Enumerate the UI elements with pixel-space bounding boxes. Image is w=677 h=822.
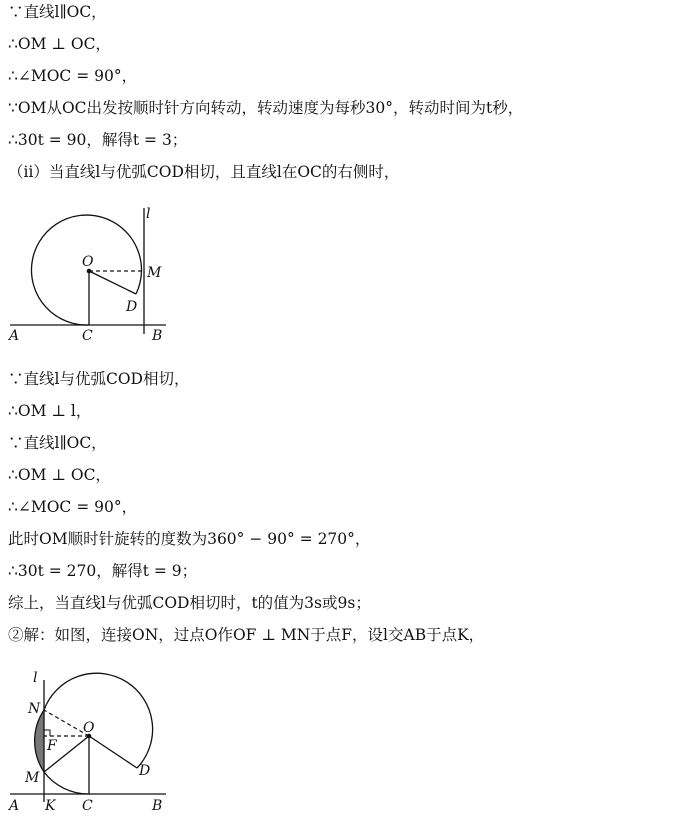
- right-angle-mark: [44, 730, 50, 736]
- arc-mc: [44, 772, 89, 794]
- segment-od: [89, 271, 136, 294]
- solution-line-15: ②解：如图，连接ON，过点O作OF ⊥ MN于点F，设l交AB于点K，: [8, 626, 485, 644]
- solution-line-14: 综上，当直线l与优弧COD相切时，t的值为3s或9s；: [8, 594, 371, 612]
- label-o: O: [82, 254, 94, 270]
- label-c: C: [82, 328, 93, 344]
- label-a: A: [9, 328, 20, 344]
- solution-line-3: ∴∠MOC = 90°，: [8, 67, 138, 85]
- label-l: l: [146, 206, 151, 222]
- segment-od: [89, 736, 137, 768]
- label-b: B: [152, 798, 163, 814]
- label-n: N: [28, 701, 41, 717]
- label-o: O: [83, 720, 95, 736]
- major-arc-cod: [31, 215, 141, 325]
- label-c: C: [82, 798, 93, 814]
- solution-line-4: ∵OM从OC出发按顺时针方向转动，转动速度为每秒30°，转动时间为t秒，: [8, 99, 524, 117]
- solution-line-6: （ⅱ）当直线l与优弧COD相切，且直线l在OC的右侧时，: [8, 163, 400, 181]
- solution-line-9: ∵直线l∥OC，: [8, 434, 107, 452]
- label-l: l: [33, 670, 38, 686]
- solution-line-12: 此时OM顺时针旋转的度数为360° − 90° = 270°，: [8, 530, 371, 548]
- solution-line-11: ∴∠MOC = 90°，: [8, 498, 138, 516]
- figure-1-diagram: [0, 196, 200, 346]
- solution-line-2: ∴OM ⊥ OC，: [8, 35, 111, 53]
- solution-line-7: ∵直线l与优弧COD相切，: [8, 370, 190, 388]
- label-a: A: [9, 798, 20, 814]
- label-d: D: [139, 763, 151, 779]
- figure-2-diagram: [0, 664, 200, 822]
- label-b: B: [152, 328, 163, 344]
- label-m: M: [25, 770, 40, 786]
- solution-line-13: ∴30t = 270，解得t = 9；: [8, 562, 198, 580]
- label-k: K: [45, 798, 56, 814]
- solution-line-10: ∴OM ⊥ OC，: [8, 466, 111, 484]
- label-m: M: [147, 265, 162, 281]
- label-d: D: [126, 299, 138, 315]
- solution-line-8: ∴OM ⊥ l，: [8, 402, 92, 420]
- solution-line-5: ∴30t = 90，解得t = 3；: [8, 131, 188, 149]
- major-arc-cod: [44, 673, 153, 768]
- solution-line-1: ∵直线l∥OC，: [8, 3, 107, 21]
- label-f: F: [47, 738, 57, 754]
